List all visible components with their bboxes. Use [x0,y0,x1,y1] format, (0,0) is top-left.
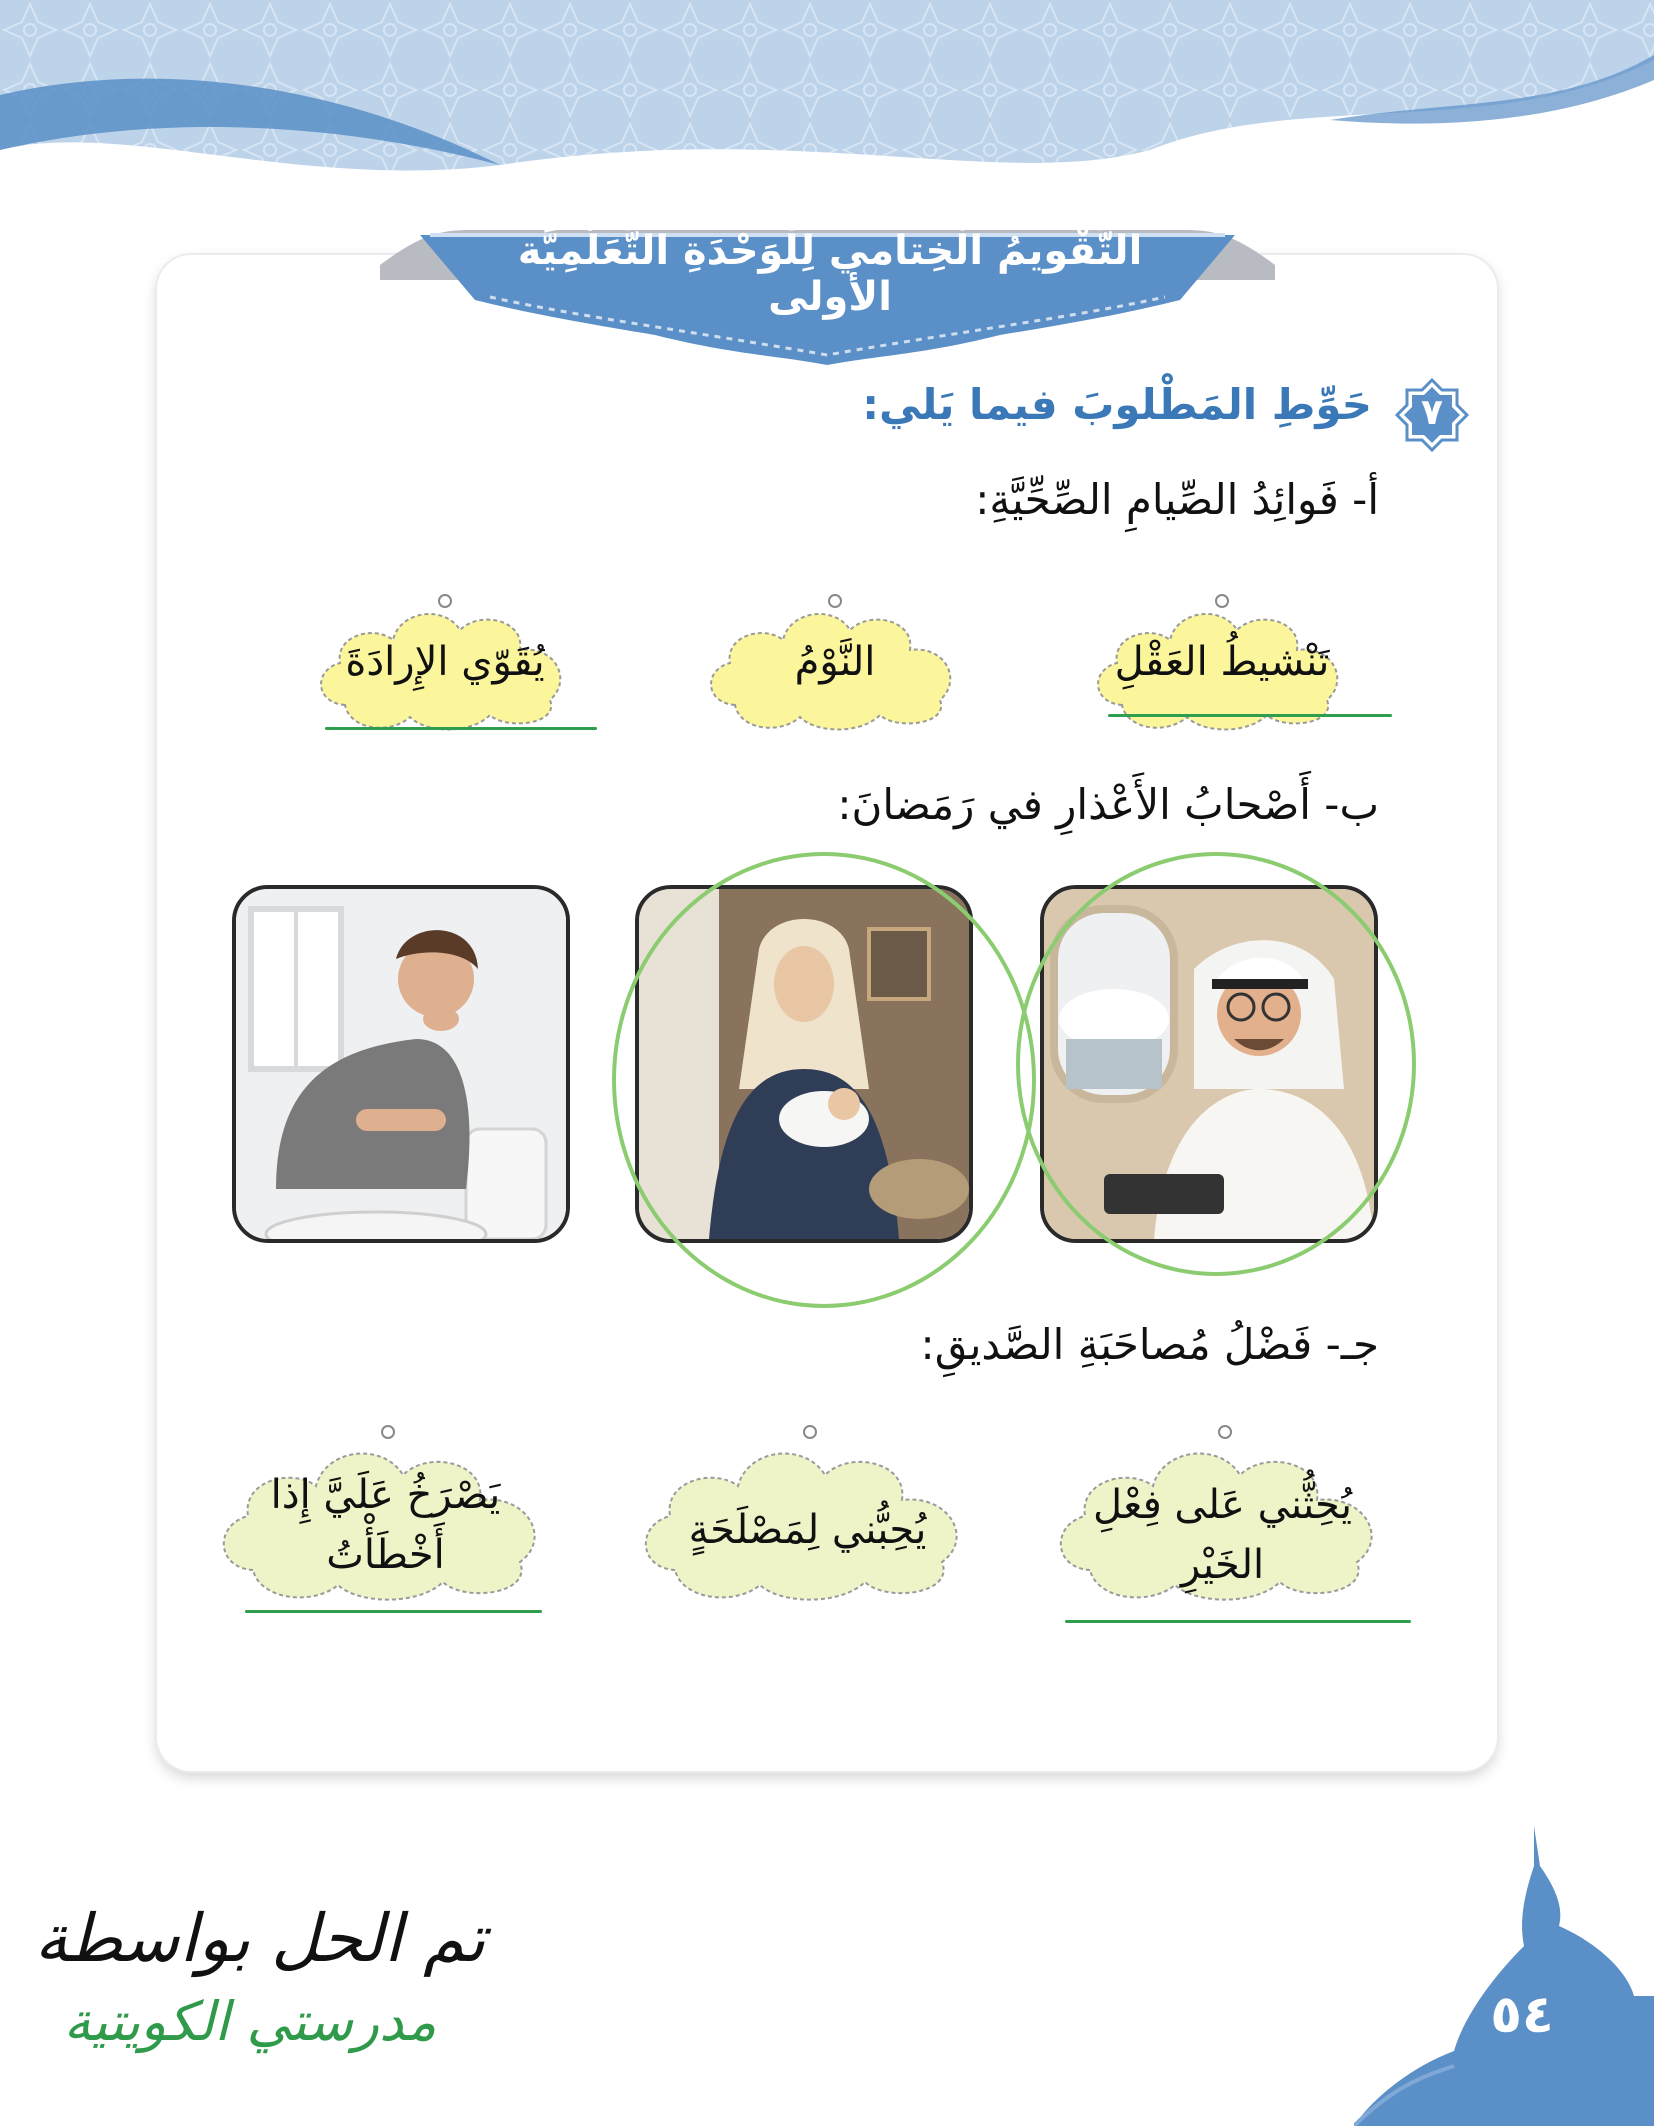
answer-underline-a3 [325,727,597,730]
answer-underline-c1 [1065,1620,1411,1623]
cloud-option-a3-text: يُقَوّي الإِرادَةَ [345,639,545,685]
cloud-option-c3-text [208,1465,563,1585]
section-c-title: جـ- فَضْلُ مُصاحَبَةِ الصَّديقِ: [920,1320,1379,1369]
signature-line-1: تم الحل بواسطة [34,1900,486,1977]
answer-circle-b1 [1016,852,1416,1276]
section-a-title: أ- فَوائِدُ الصِّيامِ الصِّحِّيَّةِ: [975,475,1379,524]
cloud-option-c2-text: يُحِبُّني لِمَصْلَحَةٍ [688,1507,927,1553]
top-pattern-banner [0,0,1654,200]
page-title: التَّقْويمُ الْخِتامي لِلْوَحْدَةِ التَّعَلُّمِيَّة الأولى [517,228,1143,320]
question-number: ٧ [1421,392,1443,433]
cloud-option-c1-line2: الخَيْرِ [1180,1542,1265,1588]
page-number: ٥٤ [1490,1985,1554,2045]
signature-line-2: مدرستي الكويتية [63,1990,437,2053]
cloud-option-c1-text [1045,1475,1400,1595]
cloud-option-a2-text: النَّوْمُ [794,639,876,685]
answer-underline-c3 [245,1610,542,1613]
dome-corner-decoration-icon [1354,1826,1654,2126]
section-b-title: ب- أَصْحابُ الأَعْذارِ في رَمَضانَ: [837,780,1379,829]
cloud-option-a1-text: تَنْشيطُ العَقْلِ [1114,639,1330,685]
answer-circle-b2 [612,852,1036,1308]
question-instruction: حَوِّطِ المَطْلوبَ فيما يَلي: [862,380,1372,429]
sick-man-image [236,889,566,1239]
cloud-option-c1-line1: يُحِثُّني عَلى فِعْلِ [1092,1482,1353,1528]
cloud-option-c3-line2: أَخْطَأْتُ [326,1532,445,1578]
cloud-option-c3-line1: يَصْرَخُ عَلَيَّ إِذا [270,1472,501,1518]
photo-sick-man[interactable] [232,885,570,1243]
answer-underline-a1 [1108,714,1392,717]
